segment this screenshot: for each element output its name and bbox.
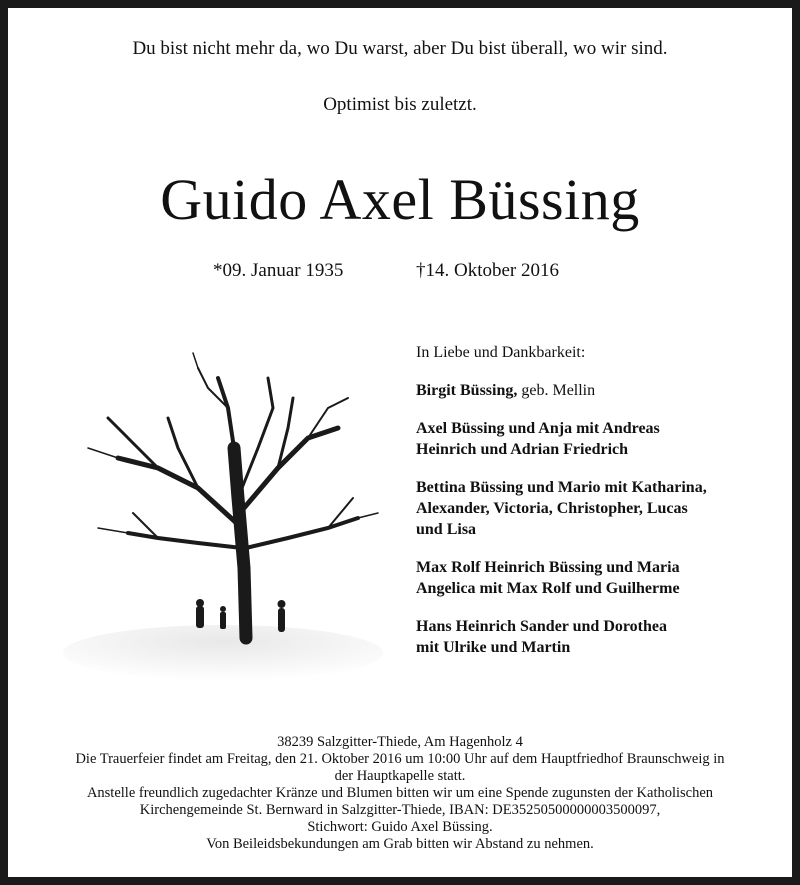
widow-maiden-name: geb. Mellin <box>517 382 596 399</box>
mourners-list <box>416 342 776 675</box>
ceremony-line: der Hauptkapelle statt. <box>334 768 466 784</box>
mourner-line: Angelica mit Max Rolf und Guilherme <box>416 580 680 597</box>
mourner-line: Alexander, Victoria, Christopher, Lucas <box>416 500 688 517</box>
mourner-group-relatives <box>416 616 776 658</box>
mourner-line: mit Ulrike und Martin <box>416 639 571 656</box>
mourner-group-son <box>416 418 776 460</box>
mourner-line: und Lisa <box>416 521 477 538</box>
birth-date: *09. Januar 1935 <box>213 260 344 281</box>
deceased-name: Guido Axel Büssing <box>160 167 640 232</box>
mourner-line: Bettina Büssing und Mario mit Katharina, <box>416 479 707 496</box>
mourner-line: Heinrich und Adrian Friedrich <box>416 441 629 458</box>
mourner-line: Hans Heinrich Sander und Dorothea <box>416 618 668 635</box>
tree-illustration <box>58 348 388 683</box>
motto-tagline: Optimist bis zuletzt. <box>323 94 477 115</box>
mourner-group-daughter <box>416 477 776 540</box>
condolence-request: Von Beileidsbekundungen am Grab bitten wir Abstand zu nehmen. <box>206 836 594 852</box>
mourner-group-widow <box>416 380 776 401</box>
mourners-intro: In Liebe und Dankbarkeit: <box>416 344 586 361</box>
funeral-details <box>8 734 792 853</box>
widow-name: Birgit Büssing, <box>416 382 518 399</box>
tree-branches <box>88 353 378 638</box>
donation-line: Stichwort: Guido Axel Büssing. <box>307 819 493 835</box>
mourner-group-son2 <box>416 557 776 599</box>
death-date: †14. Oktober 2016 <box>416 260 560 281</box>
address: 38239 Salzgitter-Thiede, Am Hagenholz 4 <box>277 734 523 750</box>
hill-shape <box>63 625 383 681</box>
mourner-line: Axel Büssing und Anja mit Andreas <box>416 420 660 437</box>
donation-line: Kirchengemeinde St. Bernward in Salzgitter-Thiede, IBAN: DE35250500000003500097, <box>139 802 661 818</box>
donation-line: Anstelle freundlich zugedachter Kränze und Blumen bitten wir um eine Spende zugunsten der Katholischen <box>86 785 714 801</box>
mourner-line: Max Rolf Heinrich Büssing und Maria <box>416 559 680 576</box>
motto-quote: Du bist nicht mehr da, wo Du warst, aber Du bist überall, wo wir sind. <box>132 38 668 59</box>
obituary-notice <box>8 8 792 877</box>
ceremony-line: Die Trauerfeier findet am Freitag, den 21. Oktober 2016 um 10:00 Uhr auf dem Hauptfriedhof Braunschweig in <box>75 751 725 767</box>
